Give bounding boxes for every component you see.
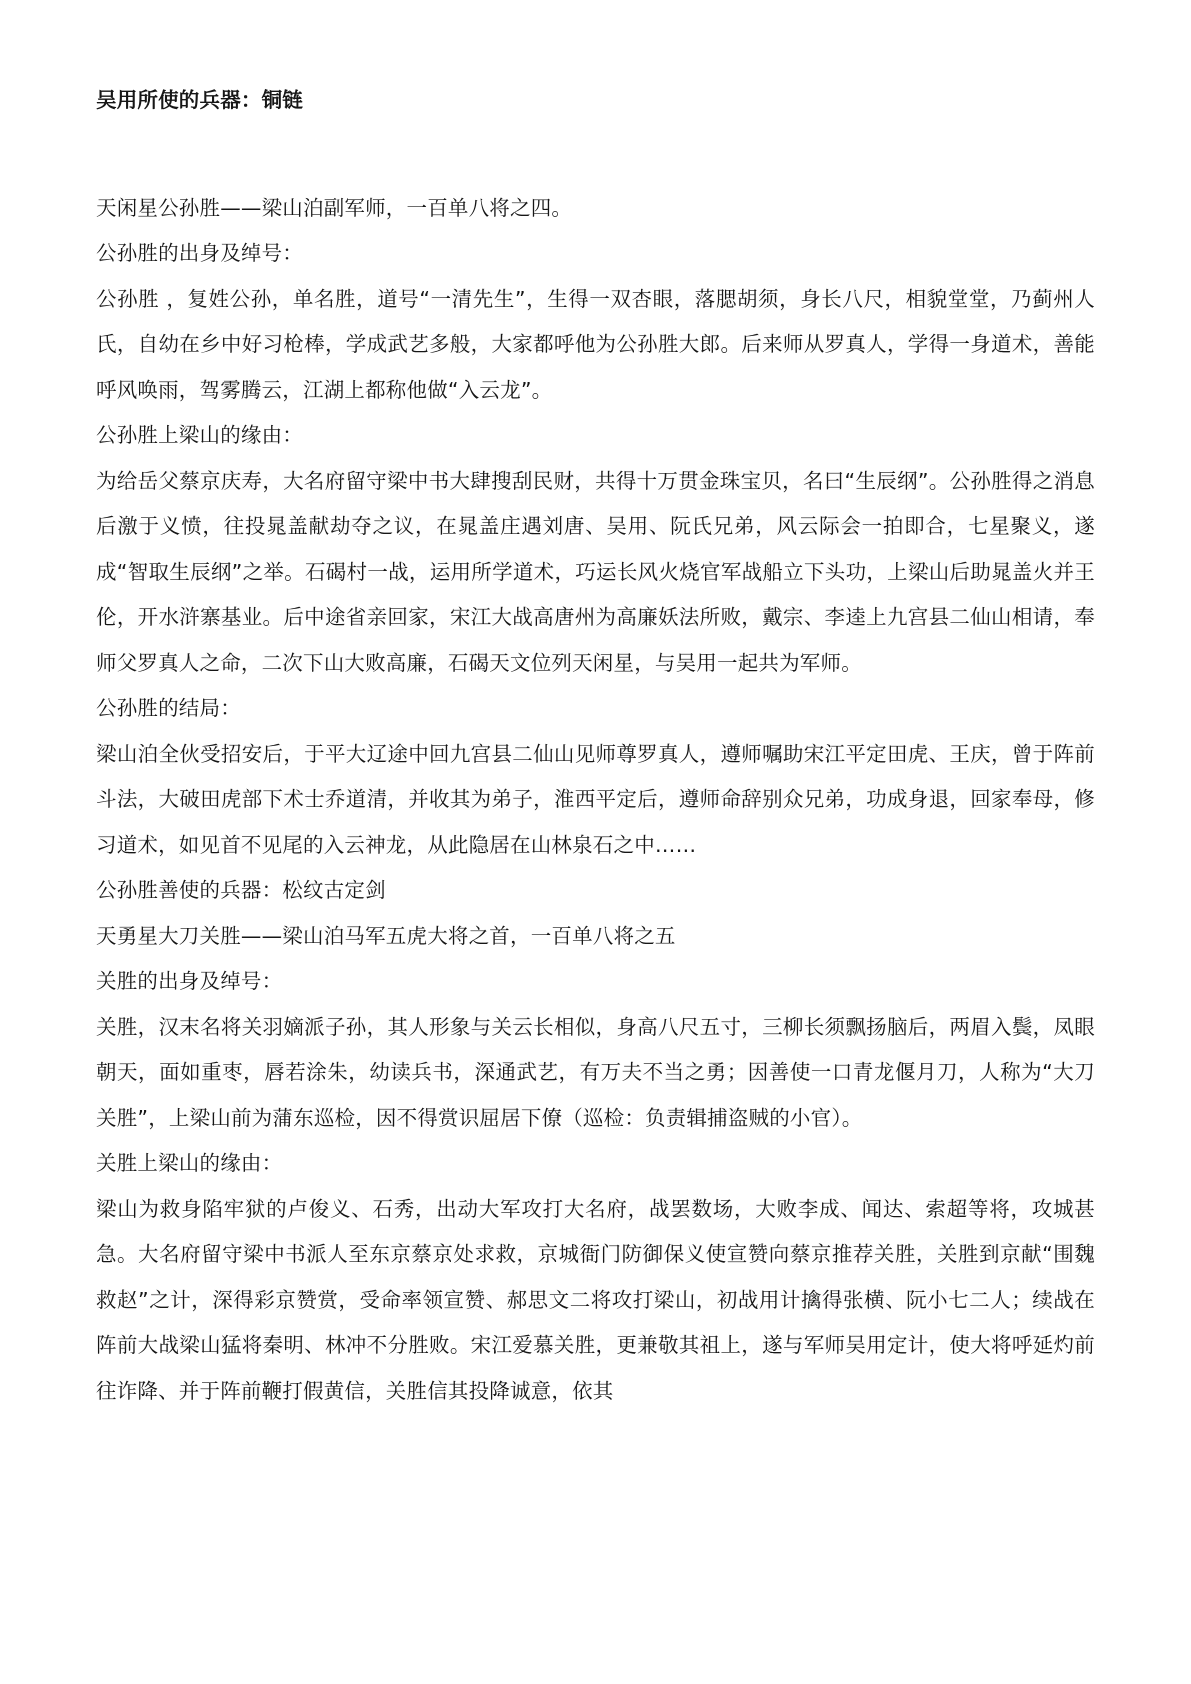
paragraph-gongsunsheng-liangshan-body: 为给岳父蔡京庆寿，大名府留守梁中书大肆搜刮民财，共得十万贯金珠宝贝，名曰“生辰纲”。公孙胜得之消息后激于义愤，往投晁盖献劫夺之议，在晁盖庄遇刘唐、吴用、阮氏兄弟，风云际会一拍即合，七星聚义，遂成“智取生辰纲”之举。石碣村一战，运用所学道术，巧运长风火烧官军战船立下头功，上梁山后助晁盖火并王伦，开水浒寨基业。后中途省亲回家，宋江大战高唐州为高廉妖法所败，戴宗、李逵上九宫县二仙山相请，奉师父罗真人之命，二次下山大败高廉，石碣天文位列天闲星，与吴用一起共为军师。: [96, 468, 1095, 675]
paragraph-gongsunsheng-origin-body: 公孙胜 ，复姓公孙，单名胜，道号“一清先生”，生得一双杏眼，落腮胡须，身长八尺，相貌堂堂，乃蓟州人氏，自幼在乡中好习枪棒，学成武艺多般，大家都呼他为公孙胜大郎。后来师从罗真人，学得一身道术，善能呼风唤雨，驾雾腾云，江湖上都称他做“入云龙”。: [96, 286, 1095, 402]
paragraph-guansheng-liangshan-body: 梁山为救身陷牢狱的卢俊义、石秀，出动大军攻打大名府，战罢数场，大败李成、闻达、索超等将，攻城甚急。大名府留守梁中书派人至东京蔡京处求救，京城衙门防御保义使宣赞向蔡京推荐关胜，关胜到京献“围魏救赵”之计，深得彩京赞赏，受命率领宣赞、郝思文二将攻打梁山，初战用计擒得张横、阮小七二人；续战在阵前大战梁山猛将秦明、林冲不分胜败。宋江爱慕关胜，更兼敬其祖上，遂与军师吴用定计，使大将呼延灼前往诈降、并于阵前鞭打假黄信，关胜信其投降诚意，依其: [96, 1196, 1095, 1403]
paragraph-gongsunsheng-ending-heading: 公孙胜的结局：: [96, 696, 241, 720]
paragraph-gongsunsheng-origin-heading: 公孙胜的出身及绰号：: [96, 241, 303, 265]
document-body: [96, 78, 1095, 1414]
paragraph-gongsunsheng-weapon: 公孙胜善使的兵器：松纹古定剑: [96, 878, 386, 902]
paragraph-guansheng-title: 天勇星大刀关胜——梁山泊马军五虎大将之首，一百单八将之五: [96, 923, 676, 948]
paragraph-gongsunsheng-ending-body: 梁山泊全伙受招安后，于平大辽途中回九宫县二仙山见师尊罗真人，遵师嘱助宋江平定田虎、王庆，曾于阵前斗法，大破田虎部下术士乔道清，并收其为弟子，淮西平定后，遵师命辞别众兄弟，功成身退，回家奉母，修习道术，如见首不见尾的入云神龙，从此隐居在山林泉石之中……: [96, 741, 1095, 857]
paragraph-wuyong-weapon: 吴用所使的兵器：铜链: [96, 88, 303, 112]
paragraph-gongsunsheng-title: 天闲星公孙胜——梁山泊副军师，一百单八将之四。: [96, 195, 573, 220]
paragraph-spacer: [96, 124, 1095, 186]
paragraph-guansheng-liangshan-heading: 关胜上梁山的缘由：: [96, 1151, 283, 1175]
paragraph-guansheng-origin-body: 关胜，汉末名将关羽嫡派子孙，其人形象与关云长相似，身高八尺五寸，三柳长须飘扬脑后，两眉入鬓，凤眼朝天，面如重枣，唇若涂朱，幼读兵书，深通武艺，有万夫不当之勇；因善使一口青龙偃月刀，人称为“大刀关胜”，上梁山前为蒲东巡检，因不得赏识屈居下僚（巡检：负责辑捕盗贼的小官）。: [96, 1014, 1095, 1130]
paragraph-gongsunsheng-liangshan-heading: 公孙胜上梁山的缘由：: [96, 423, 303, 447]
paragraph-guansheng-origin-heading: 关胜的出身及绰号：: [96, 969, 283, 993]
